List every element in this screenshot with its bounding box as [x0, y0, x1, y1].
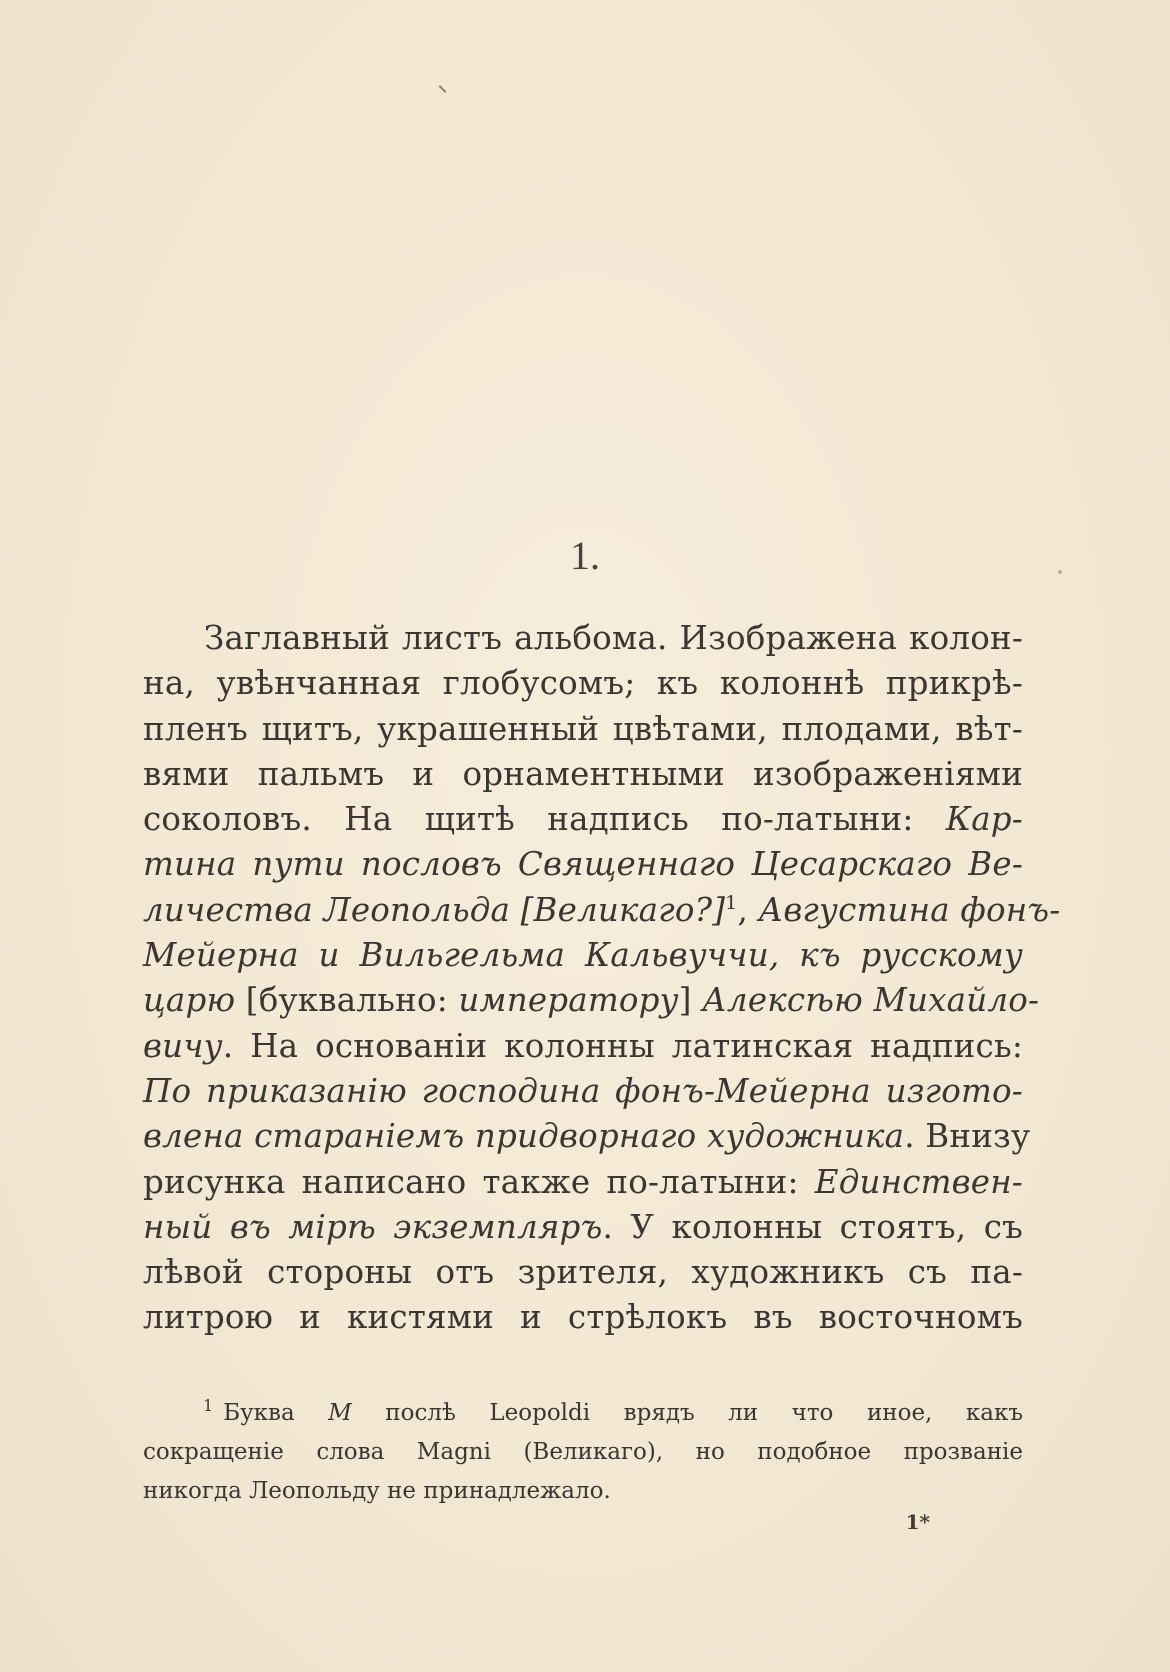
ink-mark	[439, 85, 447, 93]
italic-text: Кар-	[945, 800, 1023, 839]
text-line	[143, 978, 1040, 1023]
text-run: сокращеніе слова Magni (Великаго), но подобное прозваніе	[143, 1439, 1023, 1465]
text-line	[143, 1069, 1023, 1114]
italic-text: ный въ мірѣ экземпляръ	[143, 1207, 603, 1246]
text-run: соколовъ. На щитѣ надпись по-латыни:	[143, 800, 946, 839]
text-run: . У колонны стоятъ, съ	[602, 1207, 1023, 1246]
italic-text: тина пути пословъ Священнаго Цесарскаго Ве-	[143, 845, 1023, 884]
signature-mark: 1*	[905, 1510, 930, 1534]
italic-text: M	[328, 1400, 352, 1426]
text-line	[143, 1250, 1023, 1295]
footnote-line	[143, 1433, 1023, 1472]
text-line	[143, 1160, 1023, 1205]
italic-text: Единствен-	[814, 1162, 1023, 1201]
text-run: Заглавный листъ альбома. Изображена колон-	[204, 619, 1023, 657]
text-run: литрою и кистями и стрѣлокъ въ восточномъ	[143, 1298, 1023, 1337]
text-line	[143, 616, 1023, 661]
text-run: . Внизу	[904, 1117, 1031, 1156]
text-run: ]	[678, 981, 703, 1020]
footnote-line	[143, 1394, 1023, 1433]
text-run: [буквально:	[235, 981, 459, 1020]
footnote-line	[143, 1472, 1023, 1511]
italic-text: влена стараніемъ придворнаго художника	[143, 1117, 905, 1156]
text-line	[143, 1114, 1031, 1159]
text-run: Буква	[223, 1400, 329, 1426]
text-line	[143, 1295, 1023, 1340]
text-run: послѣ Leopoldi врядъ ли что иное, какъ	[351, 1400, 1023, 1426]
text-line	[143, 842, 1023, 887]
text-line	[143, 1024, 1023, 1069]
text-run: . На основаніи колонны латинская надпись:	[222, 1026, 1023, 1065]
text-line	[143, 1205, 1023, 1250]
italic-text: вичу	[143, 1026, 223, 1065]
italic-text: императору	[458, 981, 679, 1020]
text-run: лѣвой стороны отъ зрителя, художникъ съ па-	[143, 1253, 1023, 1292]
text-run: ,	[737, 890, 759, 929]
footnote-reference: 1	[725, 891, 738, 914]
footnote-marker: 1	[203, 1396, 214, 1416]
text-line	[143, 707, 1023, 752]
text-run: никогда Леопольду не принадлежало.	[143, 1478, 611, 1504]
italic-text: Алексѣю Михайло-	[702, 981, 1040, 1020]
italic-text: личества Леопольда [Великаго?]	[143, 890, 726, 929]
italic-text: По приказанію господина фонъ-Мейерна изгото-	[143, 1071, 1023, 1110]
text-line	[143, 933, 1023, 978]
italic-text: Мейерна и Вильгельма Кальвуччи, къ русскому	[143, 936, 1023, 975]
chapter-number: 1.	[570, 533, 600, 578]
text-line	[143, 797, 1023, 842]
main-paragraph	[143, 616, 1061, 1341]
text-line	[143, 888, 1061, 933]
italic-text: Августина фонъ-	[758, 890, 1061, 929]
text-run: на, увѣнчанная глобусомъ; къ колоннѣ прикрѣ-	[143, 664, 1023, 703]
footnote	[143, 1394, 1023, 1511]
text-line	[143, 661, 1023, 706]
text-run: вями пальмъ и орнаментными изображеніями	[143, 754, 1023, 793]
text-run: рисунка написано также по-латыни:	[143, 1162, 815, 1201]
text-line	[143, 752, 1023, 797]
italic-text: царю	[143, 981, 236, 1020]
text-run: пленъ щитъ, украшенный цвѣтами, плодами, вѣт-	[143, 709, 1023, 748]
